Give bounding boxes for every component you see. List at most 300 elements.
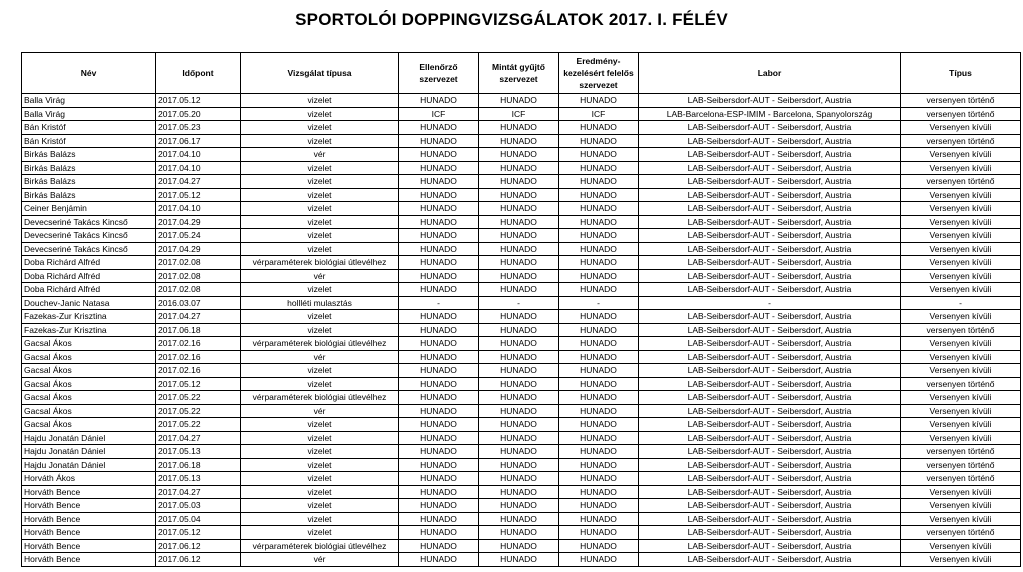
cell-collection-authority: HUNADO <box>479 539 559 553</box>
cell-testing-authority: HUNADO <box>399 418 479 432</box>
cell-testing-authority: HUNADO <box>399 350 479 364</box>
cell-name: Ceiner Benjámin <box>22 202 156 216</box>
cell-testing-authority: HUNADO <box>399 377 479 391</box>
cell-test-type: vizelet <box>241 512 399 526</box>
cell-date: 2017.05.13 <box>156 472 241 486</box>
cell-type: versenyen történő <box>901 377 1021 391</box>
cell-testing-authority: HUNADO <box>399 94 479 108</box>
table-row <box>22 499 1021 513</box>
cell-collection-authority: HUNADO <box>479 188 559 202</box>
cell-testing-authority: HUNADO <box>399 485 479 499</box>
cell-name: Fazekas-Zur Krisztina <box>22 310 156 324</box>
table-row <box>22 310 1021 324</box>
cell-type: versenyen történő <box>901 445 1021 459</box>
table-row <box>22 539 1021 553</box>
cell-testing-authority: HUNADO <box>399 161 479 175</box>
cell-test-type: vizelet <box>241 472 399 486</box>
cell-date: 2017.02.16 <box>156 350 241 364</box>
table-row <box>22 121 1021 135</box>
cell-type: Versenyen kívüli <box>901 215 1021 229</box>
cell-type: Versenyen kívüli <box>901 269 1021 283</box>
cell-name: Doba Richárd Alfréd <box>22 256 156 270</box>
cell-date: 2017.06.12 <box>156 553 241 567</box>
cell-lab: LAB-Seibersdorf-AUT - Seibersdorf, Austria <box>639 215 901 229</box>
cell-name: Gacsal Ákos <box>22 337 156 351</box>
cell-test-type: vizelet <box>241 121 399 135</box>
cell-lab: LAB-Seibersdorf-AUT - Seibersdorf, Austria <box>639 256 901 270</box>
header-name: Név <box>22 53 156 94</box>
cell-testing-authority: HUNADO <box>399 539 479 553</box>
cell-testing-authority: HUNADO <box>399 364 479 378</box>
cell-results-authority: HUNADO <box>559 431 639 445</box>
cell-date: 2017.04.27 <box>156 310 241 324</box>
cell-date: 2017.04.27 <box>156 175 241 189</box>
cell-testing-authority: HUNADO <box>399 215 479 229</box>
cell-collection-authority: HUNADO <box>479 310 559 324</box>
cell-lab: LAB-Seibersdorf-AUT - Seibersdorf, Austria <box>639 499 901 513</box>
cell-name: Horváth Bence <box>22 499 156 513</box>
cell-lab: LAB-Seibersdorf-AUT - Seibersdorf, Austria <box>639 431 901 445</box>
cell-lab: LAB-Seibersdorf-AUT - Seibersdorf, Austria <box>639 188 901 202</box>
cell-lab: LAB-Seibersdorf-AUT - Seibersdorf, Austria <box>639 458 901 472</box>
cell-date: 2017.04.29 <box>156 215 241 229</box>
cell-type: Versenyen kívüli <box>901 229 1021 243</box>
cell-type: Versenyen kívüli <box>901 283 1021 297</box>
cell-test-type: vérparaméterek biológiai útlevélhez <box>241 539 399 553</box>
page-title: SPORTOLÓI DOPPINGVIZSGÁLATOK 2017. I. FÉLÉV <box>295 10 728 29</box>
cell-results-authority: HUNADO <box>559 526 639 540</box>
cell-type: versenyen történő <box>901 107 1021 121</box>
table-row <box>22 526 1021 540</box>
cell-test-type: vizelet <box>241 323 399 337</box>
table-row <box>22 215 1021 229</box>
cell-date: 2017.05.12 <box>156 377 241 391</box>
cell-results-authority: HUNADO <box>559 283 639 297</box>
cell-results-authority: HUNADO <box>559 337 639 351</box>
cell-date: 2017.02.16 <box>156 337 241 351</box>
cell-name: Gacsal Ákos <box>22 418 156 432</box>
cell-results-authority: HUNADO <box>559 350 639 364</box>
cell-date: 2017.06.18 <box>156 458 241 472</box>
cell-lab: LAB-Seibersdorf-AUT - Seibersdorf, Austria <box>639 404 901 418</box>
cell-name: Gacsal Ákos <box>22 391 156 405</box>
cell-testing-authority: HUNADO <box>399 148 479 162</box>
cell-type: Versenyen kívüli <box>901 418 1021 432</box>
cell-testing-authority: HUNADO <box>399 310 479 324</box>
cell-testing-authority: HUNADO <box>399 526 479 540</box>
cell-name: Hajdu Jonatán Dániel <box>22 445 156 459</box>
cell-date: 2017.04.27 <box>156 431 241 445</box>
cell-test-type: vérparaméterek biológiai útlevélhez <box>241 391 399 405</box>
cell-name: Birkás Balázs <box>22 175 156 189</box>
cell-testing-authority: HUNADO <box>399 458 479 472</box>
cell-testing-authority: HUNADO <box>399 323 479 337</box>
cell-results-authority: - <box>559 296 639 310</box>
cell-testing-authority: - <box>399 296 479 310</box>
cell-lab: LAB-Seibersdorf-AUT - Seibersdorf, Austria <box>639 242 901 256</box>
cell-date: 2017.05.13 <box>156 445 241 459</box>
table-row <box>22 485 1021 499</box>
cell-testing-authority: HUNADO <box>399 431 479 445</box>
cell-collection-authority: HUNADO <box>479 229 559 243</box>
cell-testing-authority: HUNADO <box>399 269 479 283</box>
cell-collection-authority: HUNADO <box>479 175 559 189</box>
table-row <box>22 458 1021 472</box>
table-row <box>22 107 1021 121</box>
cell-lab: LAB-Seibersdorf-AUT - Seibersdorf, Austria <box>639 148 901 162</box>
cell-testing-authority: HUNADO <box>399 391 479 405</box>
cell-name: Douchev-Janic Natasa <box>22 296 156 310</box>
table-row <box>22 337 1021 351</box>
cell-collection-authority: HUNADO <box>479 161 559 175</box>
cell-type: Versenyen kívüli <box>901 431 1021 445</box>
cell-results-authority: HUNADO <box>559 472 639 486</box>
cell-results-authority: HUNADO <box>559 310 639 324</box>
cell-results-authority: HUNADO <box>559 377 639 391</box>
cell-test-type: hollléti mulasztás <box>241 296 399 310</box>
cell-results-authority: HUNADO <box>559 458 639 472</box>
cell-date: 2017.05.12 <box>156 188 241 202</box>
cell-results-authority: HUNADO <box>559 215 639 229</box>
header-type: Típus <box>901 53 1021 94</box>
cell-collection-authority: HUNADO <box>479 418 559 432</box>
cell-results-authority: HUNADO <box>559 94 639 108</box>
cell-date: 2017.05.22 <box>156 391 241 405</box>
cell-test-type: vizelet <box>241 94 399 108</box>
cell-test-type: vér <box>241 553 399 567</box>
cell-test-type: vizelet <box>241 526 399 540</box>
cell-testing-authority: HUNADO <box>399 472 479 486</box>
cell-date: 2017.05.23 <box>156 121 241 135</box>
table-row <box>22 364 1021 378</box>
cell-type: Versenyen kívüli <box>901 148 1021 162</box>
cell-lab: LAB-Seibersdorf-AUT - Seibersdorf, Austria <box>639 310 901 324</box>
cell-type: Versenyen kívüli <box>901 512 1021 526</box>
cell-lab: LAB-Seibersdorf-AUT - Seibersdorf, Austria <box>639 526 901 540</box>
cell-type: Versenyen kívüli <box>901 256 1021 270</box>
cell-name: Balla Virág <box>22 107 156 121</box>
table-row <box>22 472 1021 486</box>
cell-type: versenyen történő <box>901 458 1021 472</box>
cell-testing-authority: HUNADO <box>399 229 479 243</box>
cell-date: 2017.02.08 <box>156 269 241 283</box>
cell-lab: LAB-Seibersdorf-AUT - Seibersdorf, Austria <box>639 391 901 405</box>
cell-type: versenyen történő <box>901 94 1021 108</box>
cell-date: 2017.06.17 <box>156 134 241 148</box>
cell-test-type: vizelet <box>241 310 399 324</box>
header-date: Időpont <box>156 53 241 94</box>
cell-results-authority: HUNADO <box>559 391 639 405</box>
cell-type: Versenyen kívüli <box>901 121 1021 135</box>
cell-date: 2017.02.16 <box>156 364 241 378</box>
header-sample-collection-authority: Mintát gyűjtő szervezet <box>479 53 559 94</box>
cell-date: 2017.05.03 <box>156 499 241 513</box>
table-row <box>22 296 1021 310</box>
cell-results-authority: HUNADO <box>559 499 639 513</box>
cell-collection-authority: HUNADO <box>479 242 559 256</box>
cell-date: 2017.04.27 <box>156 485 241 499</box>
cell-collection-authority: HUNADO <box>479 215 559 229</box>
table-row <box>22 175 1021 189</box>
cell-testing-authority: HUNADO <box>399 404 479 418</box>
cell-lab: LAB-Seibersdorf-AUT - Seibersdorf, Austria <box>639 134 901 148</box>
cell-collection-authority: HUNADO <box>479 485 559 499</box>
cell-test-type: vérparaméterek biológiai útlevélhez <box>241 337 399 351</box>
cell-name: Bán Kristóf <box>22 134 156 148</box>
cell-test-type: vér <box>241 404 399 418</box>
cell-results-authority: HUNADO <box>559 188 639 202</box>
cell-type: Versenyen kívüli <box>901 499 1021 513</box>
cell-results-authority: HUNADO <box>559 269 639 283</box>
cell-collection-authority: HUNADO <box>479 526 559 540</box>
cell-date: 2017.05.22 <box>156 404 241 418</box>
cell-collection-authority: HUNADO <box>479 364 559 378</box>
cell-name: Devecseriné Takács Kincső <box>22 242 156 256</box>
cell-type: Versenyen kívüli <box>901 202 1021 216</box>
cell-date: 2017.05.20 <box>156 107 241 121</box>
cell-test-type: vizelet <box>241 283 399 297</box>
cell-type: versenyen történő <box>901 134 1021 148</box>
cell-test-type: vizelet <box>241 458 399 472</box>
cell-collection-authority: HUNADO <box>479 512 559 526</box>
cell-type: Versenyen kívüli <box>901 242 1021 256</box>
cell-testing-authority: HUNADO <box>399 256 479 270</box>
cell-results-authority: HUNADO <box>559 242 639 256</box>
cell-test-type: vizelet <box>241 107 399 121</box>
cell-name: Fazekas-Zur Krisztina <box>22 323 156 337</box>
cell-testing-authority: HUNADO <box>399 202 479 216</box>
table-row <box>22 242 1021 256</box>
cell-results-authority: HUNADO <box>559 418 639 432</box>
cell-date: 2017.04.10 <box>156 161 241 175</box>
cell-testing-authority: HUNADO <box>399 445 479 459</box>
cell-collection-authority: - <box>479 296 559 310</box>
cell-name: Gacsal Ákos <box>22 364 156 378</box>
cell-lab: LAB-Seibersdorf-AUT - Seibersdorf, Austria <box>639 418 901 432</box>
cell-collection-authority: ICF <box>479 107 559 121</box>
cell-name: Balla Virág <box>22 94 156 108</box>
cell-results-authority: HUNADO <box>559 121 639 135</box>
cell-test-type: vizelet <box>241 364 399 378</box>
cell-name: Gacsal Ákos <box>22 377 156 391</box>
cell-collection-authority: HUNADO <box>479 256 559 270</box>
cell-name: Horváth Ákos <box>22 472 156 486</box>
cell-test-type: vizelet <box>241 418 399 432</box>
cell-lab: LAB-Seibersdorf-AUT - Seibersdorf, Austria <box>639 175 901 189</box>
cell-type: Versenyen kívüli <box>901 404 1021 418</box>
cell-results-authority: HUNADO <box>559 512 639 526</box>
cell-name: Hajdu Jonatán Dániel <box>22 431 156 445</box>
cell-type: Versenyen kívüli <box>901 310 1021 324</box>
cell-testing-authority: HUNADO <box>399 121 479 135</box>
cell-name: Doba Richárd Alfréd <box>22 269 156 283</box>
cell-results-authority: HUNADO <box>559 202 639 216</box>
cell-name: Horváth Bence <box>22 539 156 553</box>
cell-type: Versenyen kívüli <box>901 539 1021 553</box>
table-row <box>22 323 1021 337</box>
cell-name: Horváth Bence <box>22 485 156 499</box>
cell-results-authority: HUNADO <box>559 445 639 459</box>
table-row <box>22 512 1021 526</box>
cell-testing-authority: HUNADO <box>399 283 479 297</box>
cell-collection-authority: HUNADO <box>479 404 559 418</box>
cell-name: Hajdu Jonatán Dániel <box>22 458 156 472</box>
cell-type: - <box>901 296 1021 310</box>
cell-type: Versenyen kívüli <box>901 391 1021 405</box>
cell-results-authority: HUNADO <box>559 134 639 148</box>
cell-name: Devecseriné Takács Kincső <box>22 229 156 243</box>
table-row <box>22 256 1021 270</box>
table-row <box>22 377 1021 391</box>
cell-name: Birkás Balázs <box>22 161 156 175</box>
cell-testing-authority: HUNADO <box>399 134 479 148</box>
doping-tests-table <box>21 52 1021 567</box>
cell-collection-authority: HUNADO <box>479 458 559 472</box>
cell-testing-authority: HUNADO <box>399 499 479 513</box>
cell-type: Versenyen kívüli <box>901 161 1021 175</box>
cell-testing-authority: HUNADO <box>399 188 479 202</box>
table-row <box>22 553 1021 567</box>
cell-collection-authority: HUNADO <box>479 283 559 297</box>
cell-date: 2017.06.18 <box>156 323 241 337</box>
cell-lab: LAB-Seibersdorf-AUT - Seibersdorf, Austria <box>639 229 901 243</box>
cell-results-authority: HUNADO <box>559 364 639 378</box>
cell-date: 2017.05.24 <box>156 229 241 243</box>
header-testing-authority: Ellenőrző szervezet <box>399 53 479 94</box>
cell-collection-authority: HUNADO <box>479 553 559 567</box>
cell-type: Versenyen kívüli <box>901 337 1021 351</box>
cell-results-authority: HUNADO <box>559 404 639 418</box>
cell-results-authority: ICF <box>559 107 639 121</box>
cell-testing-authority: HUNADO <box>399 242 479 256</box>
cell-date: 2017.05.04 <box>156 512 241 526</box>
cell-type: Versenyen kívüli <box>901 485 1021 499</box>
cell-test-type: vér <box>241 269 399 283</box>
cell-testing-authority: HUNADO <box>399 512 479 526</box>
cell-test-type: vizelet <box>241 134 399 148</box>
cell-testing-authority: HUNADO <box>399 553 479 567</box>
cell-results-authority: HUNADO <box>559 539 639 553</box>
cell-type: versenyen történő <box>901 526 1021 540</box>
table-row <box>22 404 1021 418</box>
cell-test-type: vizelet <box>241 499 399 513</box>
cell-test-type: vizelet <box>241 485 399 499</box>
cell-test-type: vizelet <box>241 175 399 189</box>
cell-lab: LAB-Seibersdorf-AUT - Seibersdorf, Austria <box>639 323 901 337</box>
cell-test-type: vizelet <box>241 202 399 216</box>
cell-name: Gacsal Ákos <box>22 350 156 364</box>
cell-lab: LAB-Seibersdorf-AUT - Seibersdorf, Austria <box>639 269 901 283</box>
cell-test-type: vizelet <box>241 188 399 202</box>
cell-collection-authority: HUNADO <box>479 134 559 148</box>
cell-name: Gacsal Ákos <box>22 404 156 418</box>
cell-name: Horváth Bence <box>22 526 156 540</box>
cell-test-type: vizelet <box>241 229 399 243</box>
cell-results-authority: HUNADO <box>559 229 639 243</box>
cell-collection-authority: HUNADO <box>479 431 559 445</box>
cell-name: Horváth Bence <box>22 553 156 567</box>
cell-test-type: vizelet <box>241 377 399 391</box>
table-row <box>22 94 1021 108</box>
cell-test-type: vizelet <box>241 161 399 175</box>
table-row <box>22 350 1021 364</box>
cell-date: 2016.03.07 <box>156 296 241 310</box>
table-row <box>22 134 1021 148</box>
header-results-management-authority: Eredmény-kezelésért felelős szervezet <box>559 53 639 94</box>
cell-results-authority: HUNADO <box>559 323 639 337</box>
cell-lab: LAB-Seibersdorf-AUT - Seibersdorf, Austria <box>639 445 901 459</box>
cell-testing-authority: HUNADO <box>399 175 479 189</box>
table-row <box>22 269 1021 283</box>
cell-collection-authority: HUNADO <box>479 391 559 405</box>
header-test-type: Vizsgálat típusa <box>241 53 399 94</box>
cell-collection-authority: HUNADO <box>479 148 559 162</box>
cell-name: Doba Richárd Alfréd <box>22 283 156 297</box>
cell-type: versenyen történő <box>901 323 1021 337</box>
cell-type: Versenyen kívüli <box>901 350 1021 364</box>
cell-lab: LAB-Seibersdorf-AUT - Seibersdorf, Austria <box>639 202 901 216</box>
cell-test-type: vizelet <box>241 431 399 445</box>
cell-lab: LAB-Seibersdorf-AUT - Seibersdorf, Austria <box>639 121 901 135</box>
cell-testing-authority: ICF <box>399 107 479 121</box>
cell-testing-authority: HUNADO <box>399 337 479 351</box>
cell-lab: LAB-Seibersdorf-AUT - Seibersdorf, Austria <box>639 161 901 175</box>
cell-date: 2017.05.12 <box>156 94 241 108</box>
cell-date: 2017.06.12 <box>156 539 241 553</box>
cell-test-type: vizelet <box>241 215 399 229</box>
cell-date: 2017.02.08 <box>156 283 241 297</box>
cell-lab: LAB-Seibersdorf-AUT - Seibersdorf, Austria <box>639 539 901 553</box>
cell-lab: LAB-Seibersdorf-AUT - Seibersdorf, Austria <box>639 377 901 391</box>
cell-lab: LAB-Seibersdorf-AUT - Seibersdorf, Austria <box>639 350 901 364</box>
cell-type: Versenyen kívüli <box>901 188 1021 202</box>
cell-test-type: vér <box>241 148 399 162</box>
table-row <box>22 391 1021 405</box>
cell-test-type: vizelet <box>241 242 399 256</box>
cell-collection-authority: HUNADO <box>479 323 559 337</box>
cell-test-type: vér <box>241 350 399 364</box>
table-row <box>22 202 1021 216</box>
header-lab: Labor <box>639 53 901 94</box>
cell-lab: LAB-Seibersdorf-AUT - Seibersdorf, Austria <box>639 485 901 499</box>
table-row <box>22 283 1021 297</box>
cell-date: 2017.05.22 <box>156 418 241 432</box>
cell-collection-authority: HUNADO <box>479 121 559 135</box>
cell-name: Bán Kristóf <box>22 121 156 135</box>
cell-type: Versenyen kívüli <box>901 364 1021 378</box>
cell-results-authority: HUNADO <box>559 553 639 567</box>
cell-collection-authority: HUNADO <box>479 337 559 351</box>
table-row <box>22 148 1021 162</box>
cell-lab: LAB-Seibersdorf-AUT - Seibersdorf, Austria <box>639 337 901 351</box>
cell-collection-authority: HUNADO <box>479 445 559 459</box>
cell-name: Birkás Balázs <box>22 148 156 162</box>
cell-collection-authority: HUNADO <box>479 377 559 391</box>
cell-lab: LAB-Seibersdorf-AUT - Seibersdorf, Austria <box>639 472 901 486</box>
cell-lab: LAB-Seibersdorf-AUT - Seibersdorf, Austria <box>639 553 901 567</box>
table-row <box>22 161 1021 175</box>
cell-collection-authority: HUNADO <box>479 499 559 513</box>
cell-lab: LAB-Seibersdorf-AUT - Seibersdorf, Austria <box>639 364 901 378</box>
cell-collection-authority: HUNADO <box>479 472 559 486</box>
table-header-row <box>22 53 1021 94</box>
cell-results-authority: HUNADO <box>559 175 639 189</box>
cell-results-authority: HUNADO <box>559 485 639 499</box>
cell-test-type: vizelet <box>241 445 399 459</box>
table-row <box>22 418 1021 432</box>
cell-collection-authority: HUNADO <box>479 269 559 283</box>
cell-test-type: vérparaméterek biológiai útlevélhez <box>241 256 399 270</box>
